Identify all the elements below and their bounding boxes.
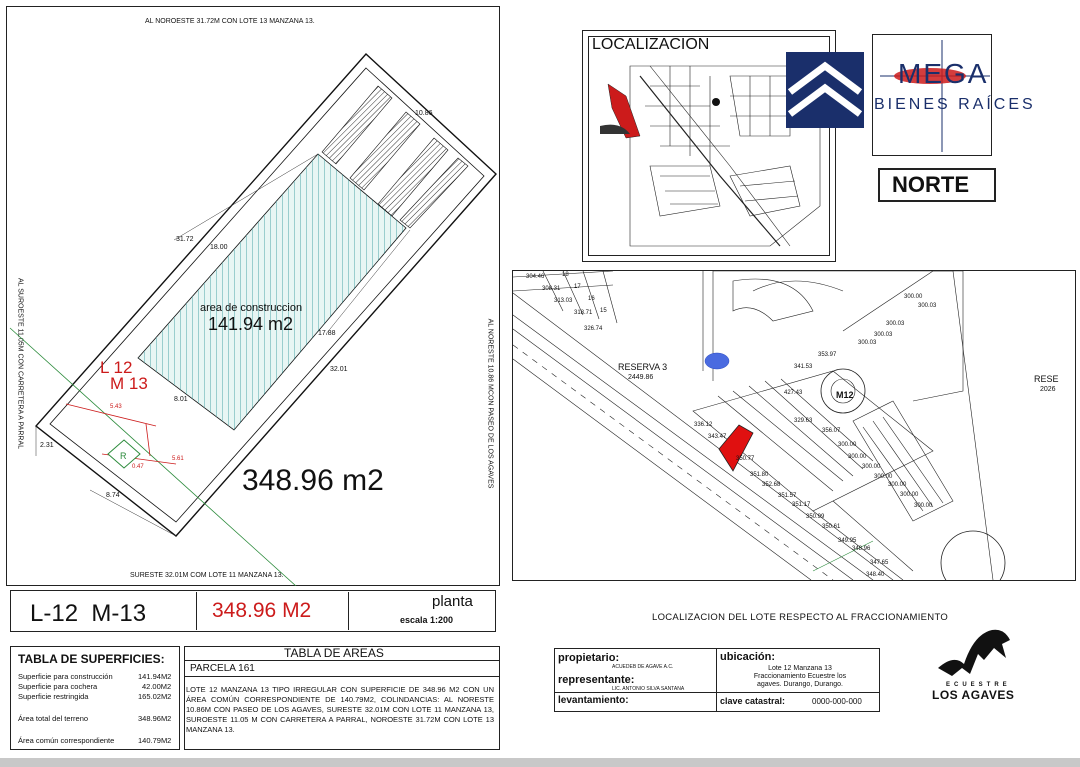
site-caption: LOCALIZACION DEL LOTE RESPECTO AL FRACCIONAMIENTO <box>652 612 949 623</box>
mega-brand-name: MEGA <box>898 58 989 89</box>
areas-parcel: PARCELA 161 <box>190 663 255 674</box>
propietario-value: ACUEDEB DE AGAVE A.C. <box>612 664 674 670</box>
sup-common-label: Área común correspondiente <box>18 736 115 745</box>
lot-area-326: 326.74 <box>584 326 603 332</box>
sup-total-value: 348.96M2 <box>138 714 172 723</box>
dim-17-88: 17.88 <box>318 330 336 337</box>
sup-row-2-label: Superficie para cochera <box>18 682 98 691</box>
lot-num-18: 18 <box>562 272 569 278</box>
lot-num-17: 17 <box>574 284 581 290</box>
sup-row-3-value: 165.02M2 <box>138 692 172 701</box>
lot-area-318: 318.71 <box>574 310 593 316</box>
dim-18-00: 18.00 <box>210 244 228 251</box>
lot-plan-drawing <box>6 6 500 586</box>
west-boundary-label: AL SUROESTE 11.05M CON CARRETERA A PARRAL <box>16 277 24 450</box>
los-agaves-line2: LOS AGAVES <box>932 688 1015 702</box>
sup-row-2-value: 42.00M2 <box>142 682 172 691</box>
lot-area-351a: 351.80 <box>750 472 769 478</box>
scale-label: escala 1:200 <box>400 615 454 625</box>
lot-area-r2: 300.03 <box>886 321 905 327</box>
mega-chevron-logo <box>786 52 864 128</box>
lot-area-r6: 341.53 <box>794 364 813 370</box>
lot-area-r1: 300.03 <box>918 303 937 309</box>
lot-area-350b: 350.99 <box>806 514 825 520</box>
lot-area-r5: 353.97 <box>818 352 837 358</box>
clave-value: 0000-000-000 <box>812 697 862 706</box>
sup-total-label: Área total del terreno <box>18 714 89 723</box>
lot-block-code: L-12 M-13 <box>30 600 147 627</box>
right-reserve-label: RESE <box>1034 374 1059 384</box>
lot-area-308: 308.31 <box>542 286 561 292</box>
areas-description: LOTE 12 MANZANA 13 TIPO IRREGULAR CON SUPERFICIE DE 348.96 M2 CON UN ÁREA COMÚN CORRESPONDIENTE DE 140.79M2, COLINDANCIAS: AL NORESTE 10.86M CON PASEO DE LOS AGAVES, SURESTE 32.01M CON LOTE 11 MANZANA 13, SUROESTE 11.05 M CON CARRETERA A PARRAL, NOROESTE 31.72M CON LOTE 13 MANZANA 13. <box>186 685 494 734</box>
right-reserve-value: 2026 <box>1040 386 1056 393</box>
highlighted-lot <box>719 425 753 471</box>
dim-0-47: 0.47 <box>132 464 144 470</box>
lot-area-343: 343.47 <box>708 434 727 440</box>
lot-area-350c: 350.61 <box>822 524 841 530</box>
construction-area-value: 141.94 m2 <box>208 314 294 334</box>
lot-area-r10: 300.00 <box>838 442 857 448</box>
lot-area-r14: 300.00 <box>888 482 907 488</box>
bottom-strip <box>0 758 1080 767</box>
propietario-label: propietario: <box>558 652 620 664</box>
pond <box>705 353 729 369</box>
lot-area-348a: 348.96 <box>852 546 871 552</box>
lot-area-r9: 356.07 <box>822 428 841 434</box>
lot-area-r8: 329.63 <box>794 418 813 424</box>
lot-area-r16: 300.00 <box>914 503 933 509</box>
lot-area-r7: 427.43 <box>784 390 803 396</box>
los-agaves-horse-icon <box>934 624 1014 680</box>
los-agaves-line1: ECUESTRE <box>946 682 1011 688</box>
lot-area-348b: 348.40 <box>866 572 885 578</box>
view-label: planta <box>432 593 473 610</box>
lot-area-r4: 300.03 <box>858 340 877 346</box>
representante-value: LIC. ANTONIO SILVA SANTANA <box>612 686 685 692</box>
lot-area-352: 352.68 <box>762 482 781 488</box>
dim-2-31: 2.31 <box>40 442 54 449</box>
areas-title: TABLA DE AREAS <box>284 646 384 660</box>
lot-area-351c: 351.17 <box>792 502 811 508</box>
lot-area-347: 347.65 <box>870 560 889 566</box>
lot-area-r12: 300.00 <box>862 464 881 470</box>
reserve-label: RESERVA 3 <box>618 362 668 372</box>
lot-area-r17: 300.00 <box>904 294 923 300</box>
lot-area-r13: 300.00 <box>874 474 893 480</box>
lot-area-r3: 300.03 <box>874 332 893 338</box>
lot-area-349: 349.95 <box>838 538 857 544</box>
lot-area-r11: 300.00 <box>848 454 867 460</box>
dim-31-72: 31.72 <box>176 236 194 243</box>
construction-area-label: area de construccion <box>200 302 303 314</box>
dim-8-74: 8.74 <box>106 492 120 499</box>
superficies-title: TABLA DE SUPERFICIES: <box>18 652 165 666</box>
title-area: 348.96 M2 <box>212 599 312 622</box>
lot-area-r15: 300.00 <box>900 492 919 498</box>
representante-label: representante: <box>558 674 635 686</box>
reserve-value: 2449.86 <box>628 374 654 381</box>
dim-32-01: 32.01 <box>330 366 348 373</box>
lot-area-304: 304.46 <box>526 274 545 280</box>
total-area-label: 348.96 m2 <box>242 464 384 497</box>
ubicacion-label: ubicación: <box>720 651 776 663</box>
lot-area-313: 313.03 <box>554 298 573 304</box>
dim-5-61: 5.61 <box>172 456 184 462</box>
block-number-label: M 13 <box>110 374 148 393</box>
manzana-label: M12 <box>836 390 854 400</box>
sup-row-3-label: Superficie restringida <box>18 692 89 701</box>
svg-text:R: R <box>120 451 127 461</box>
dim-8-01: 8.01 <box>174 396 188 403</box>
lot-area-351b: 351.57 <box>778 493 797 499</box>
mega-brand-subtitle: BIENES RAÍCES <box>874 96 1036 113</box>
south-boundary-label: SURESTE 32.01M COM LOTE 11 MANZANA 13. <box>130 572 284 579</box>
localizacion-title: LOCALIZACION <box>592 36 710 53</box>
sup-common-value: 140.79M2 <box>138 736 172 745</box>
levantamiento-label: levantamiento: <box>558 695 629 706</box>
north-boundary-label: AL NOROESTE 31.72M CON LOTE 13 MANZANA 13. <box>145 18 315 25</box>
dim-10-86: 10.86 <box>415 110 433 117</box>
lot-number-label: L 12 <box>100 358 133 377</box>
east-boundary-label: AL NORESTE 10.86 MCON PASEO DE LOS AGAVES <box>486 318 494 489</box>
ubicacion-value: Lote 12 Manzana 13 Fraccionamiento Ecuestre los agaves. Durango, Durango. <box>753 665 847 688</box>
lot-num-15: 15 <box>600 308 607 314</box>
north-label: NORTE <box>892 172 969 197</box>
lot-area-336: 336.12 <box>694 422 713 428</box>
sup-row-1-label: Superficie para construcción <box>18 672 113 681</box>
lot-num-16: 16 <box>588 296 595 302</box>
clave-label: clave catastral: <box>720 696 786 706</box>
site-plan-drawing <box>513 271 1075 580</box>
dim-5-43: 5.43 <box>110 404 122 410</box>
sup-row-1-value: 141.94M2 <box>138 672 172 681</box>
lot-area-350a: 350.77 <box>736 456 755 462</box>
